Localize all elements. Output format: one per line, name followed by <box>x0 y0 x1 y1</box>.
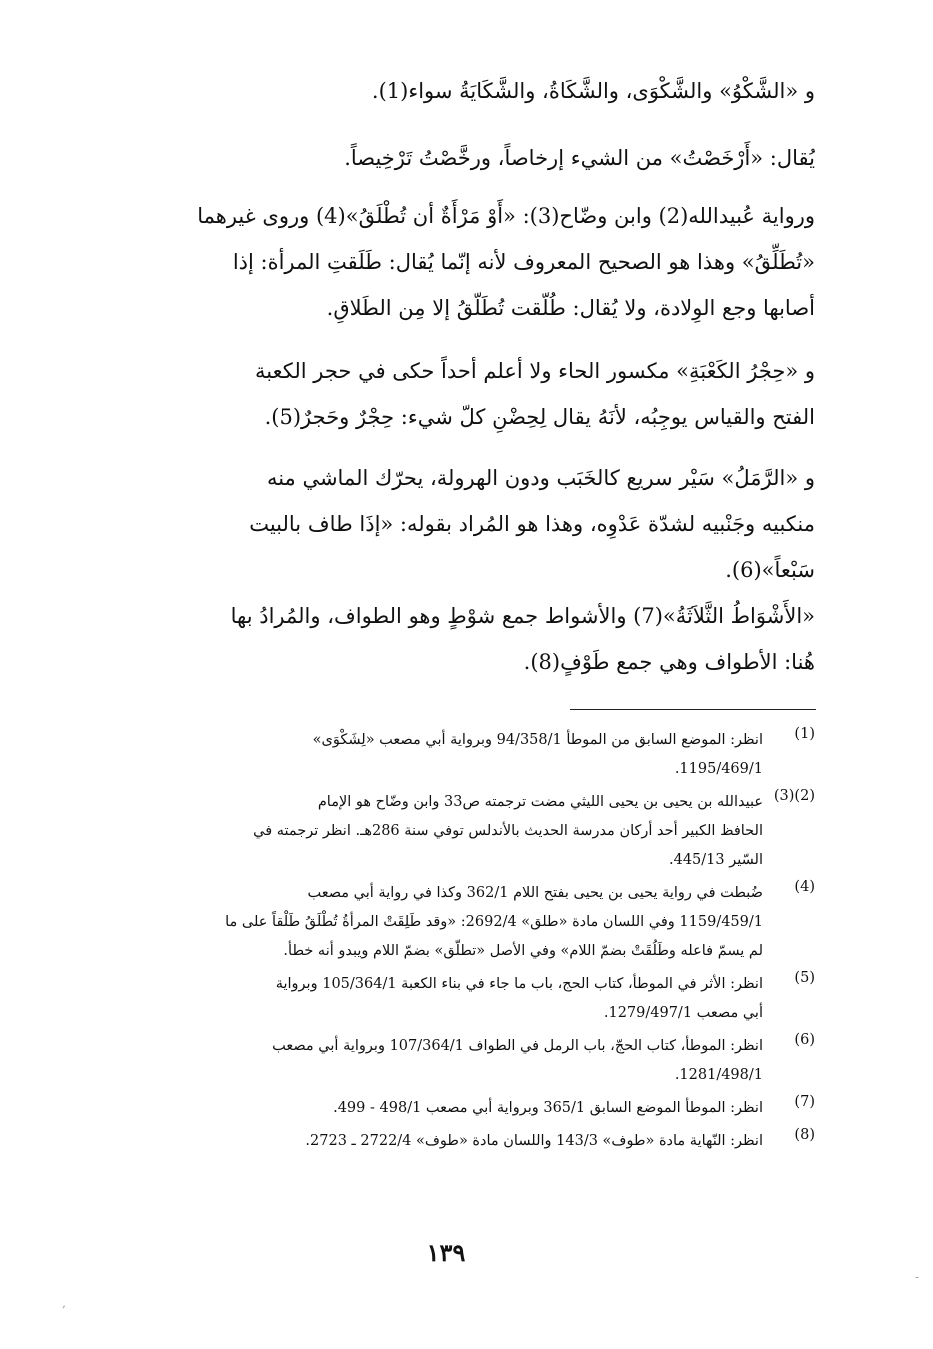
text-line: «الأَشْوَاطُ الثَّلاَثَةُ»(7) والأشواط جمع شوْطٍ وهو الطواف، والمُرادُ بها <box>230 604 815 628</box>
text-line: ورواية عُبيدالله(2) وابن وضّاح(3): «أَوْ مَرْأَةٌ أن تُطْلَقُ»(4) وروى غيرهما <box>197 204 815 228</box>
footnote-line: انظر: الموضع السابق من الموطأ 94/358/1 وبرواية أبي مصعب «لِشَكْوَى» <box>312 732 763 748</box>
text-line: سَبْعاً»(6). <box>725 558 815 582</box>
text-line: و «الرَّمَلُ» سَيْر سريع كالخَبَب ودون الهرولة، يحرّك الماشي منه <box>266 466 815 490</box>
footnote-6 <box>70 1032 815 1090</box>
footnote-line: لم يسمّ فاعله وطَلُقَتْ بضمّ اللام» وفي الأصل «تطلّق» بضمّ اللام ويبدو أنه خطأ. <box>283 943 763 959</box>
footnote-line: السّير 445/13. <box>669 852 763 868</box>
footnotes <box>70 726 815 1156</box>
paragraph-4 <box>70 348 815 440</box>
footnote-number: (1) <box>794 726 815 742</box>
paragraph-6 <box>70 593 815 685</box>
footnote-number: (7) <box>794 1094 815 1110</box>
text-line: «تُطَلِّقُ» وهذا هو الصحيح المعروف لأنه إنّما يُقال: طَلَقتِ المرأة: إذا <box>232 250 815 274</box>
footnote-line: أبي مصعب 1279/497/1. <box>603 1005 763 1021</box>
footnote-line: الحافظ الكبير أحد أركان مدرسة الحديث بالأندلس توفي سنة 286هـ. انظر ترجمته في <box>253 823 763 839</box>
text-line: الفتح والقياس يوجِبُه، لأنَهُ يقال لِحِضْنِ كلّ شيء: حِجْرٌ وحَجرٌ(5). <box>264 405 815 429</box>
text-line: منكبيه وجَنْبيه لشدّة عَدْوِه، وهذا هو المُراد بقوله: «إذَا طاف بالبيت <box>249 512 815 536</box>
paragraph-2 <box>70 135 815 181</box>
footnote-line: 1281/498/1. <box>674 1067 763 1083</box>
footnote-2-3 <box>70 788 815 875</box>
text-line: يُقال: «أَرْخَصْتُ» من الشيء إرخاصاً، ورخَّصْتُ تَرْخِيصاً. <box>344 146 815 170</box>
scan-mark: ‚ <box>62 1296 66 1310</box>
footnote-8 <box>70 1127 815 1156</box>
footnote-number: (6) <box>794 1032 815 1048</box>
footnote-1 <box>70 726 815 784</box>
footnote-5 <box>70 970 815 1028</box>
footnote-line: انظر: الأثر في الموطأ، كتاب الحج، باب ما جاء في بناء الكعبة 105/364/1 وبرواية <box>275 976 763 992</box>
text-line: هُنا: الأطواف وهي جمع طَوْفٍ(8). <box>523 650 815 674</box>
footnote-number: (5) <box>794 970 815 986</box>
text-line: أصابها وجع الوِلادة، ولا يُقال: طُلّقت تُطَلّقُ إلا مِن الطَلاقِ. <box>326 296 815 320</box>
footnote-separator <box>570 709 816 710</box>
footnote-line: 1195/469/1. <box>674 761 763 777</box>
text-line: و «حِجْرُ الكَعْبَةِ» مكسور الحاء ولا أعلم أحداً حكى في حجر الكعبة <box>255 359 815 383</box>
scan-mark: - <box>915 1270 920 1284</box>
paragraph-1 <box>70 68 815 114</box>
footnote-4 <box>70 879 815 966</box>
footnote-line: 1159/459/1 وفي اللسان مادة «طلق» 2692/4: «وقد طَلِقَتْ المرأةُ تُطْلَقُ طَلْقاً على ما <box>225 914 763 930</box>
footnote-7 <box>70 1094 815 1123</box>
paragraph-5 <box>70 455 815 593</box>
footnote-number: (2)(3) <box>773 788 815 804</box>
footnote-line: عبيدالله بن يحيى بن يحيى الليثي مضت ترجمته ص33 وابن وضّاح هو الإمام <box>317 794 763 810</box>
footnote-line: ضُبطت في رواية يحيى بن يحيى بفتح اللام 362/1 وكذا في رواية أبي مصعب <box>307 885 763 901</box>
footnote-number: (8) <box>794 1127 815 1143</box>
paragraph-3 <box>70 193 815 331</box>
page-number: ١٣٩ <box>426 1238 466 1267</box>
footnote-number: (4) <box>794 879 815 895</box>
footnote-line: انظر: الموطأ الموضع السابق 365/1 وبرواية أبي مصعب 498/1 - 499. <box>333 1100 763 1116</box>
footnote-line: انظر: النّهاية مادة «طوف» 143/3 واللسان مادة «طوف» 2722/4 ـ 2723. <box>305 1133 763 1149</box>
footnote-line: انظر: الموطأ، كتاب الحجّ، باب الرمل في الطواف 107/364/1 وبرواية أبي مصعب <box>272 1038 763 1054</box>
text-line: و «الشَّكْوُ» والشَّكْوَى، والشَّكَاةُ، والشَّكَايَةُ سواء(1). <box>371 79 815 103</box>
